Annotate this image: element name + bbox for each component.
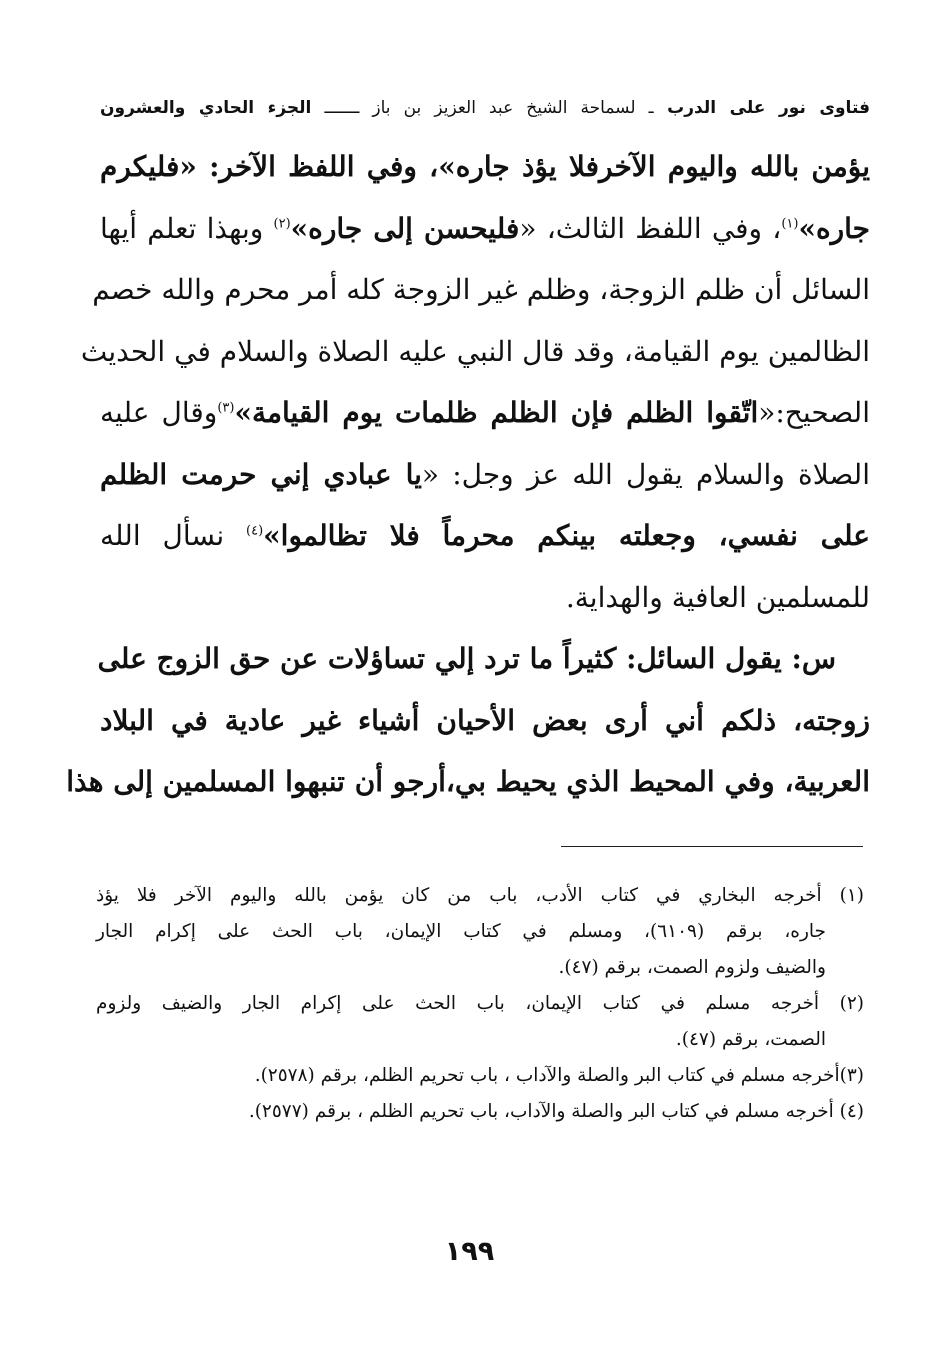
footnote-ref-1: (١) [781, 216, 799, 232]
footnote-ref-4: (٤) [246, 523, 264, 539]
page-content [66, 92, 871, 813]
footnote-separator [561, 846, 863, 847]
footnote-4: (٤) أخرجه مسلم في كتاب البر والصلة والآداب، باب تحريم الظلم ، برقم (٢٥٧٧). [248, 1101, 864, 1122]
footnote-3: (٣)أخرجه مسلم في كتاب البر والصلة والآداب ، باب تحريم الظلم، برقم (٢٥٧٨). [254, 1065, 864, 1086]
text-line: السائل أن ظلم الزوجة، وظلم غير الزوجة كله أمر محرم والله خصم [92, 273, 870, 306]
text-line: الصحيح:«اتّقوا الظلم فإن الظلم ظلمات يوم القيامة»$^{(٣)}$وقال عليه [100, 396, 870, 429]
text-line: على نفسي، وجعلته بينكم محرماً فلا تظالموا»$^{(٤)}$ نسأل الله [100, 519, 870, 552]
page-number: ١٩٩ [444, 1236, 495, 1267]
question-line: س: يقول السائل: كثيراً ما ترد إلي تساؤلات عن حق الزوج على [97, 642, 836, 675]
question-line: العربية، وفي المحيط الذي يحيط بي،أرجو أن تنبهوا المسلمين إلى هذا [66, 765, 870, 798]
text-line: الظالمين يوم القيامة، وقد قال النبي عليه الصلاة والسلام في الحديث [80, 334, 870, 368]
text-line: يؤمن بالله واليوم الآخرفلا يؤذ جاره»، وفي اللفظ الآخر: «فليكرم [100, 150, 870, 183]
footnote-1: (١) أخرجه البخاري في كتاب الأدب، باب من كان يؤمن بالله واليوم الآخر فلا يؤذ جاره، برقم (٦١٠٩)، ومسلم في كتاب الإيمان، باب الحث على إكرام الجار والضيف ولزوم الصمت، برقم (٤٧). [96, 885, 864, 978]
question-line: زوجته، ذلكم أني أرى بعض الأحيان أشياء غير عادية في البلاد [100, 703, 870, 737]
footnote-ref-2: (٢) [273, 216, 291, 232]
text-line: للمسلمين العافية والهداية. [565, 580, 870, 614]
running-header: فتاوى نور على الدرب ـ لسماحة الشيخ عبد العزيز بن باز ـــــــ الجزء الحادي والعشرون [100, 98, 871, 118]
text-line: جاره»$^{(١)}$، وفي اللفظ الثالث، «فليحسن إلى جاره»$^{(٢)}$ وبهذا تعلم أيها [100, 211, 870, 245]
footnote-ref-3: (٣) [217, 400, 235, 416]
footnote-2: (٢) أخرجه مسلم في كتاب الإيمان، باب الحث على إكرام الجار والضيف ولزوم الصمت، برقم (٤٧). [96, 993, 864, 1050]
main-text [66, 136, 870, 813]
footnotes [96, 878, 864, 1130]
volume-label: الجزء الحادي والعشرون [100, 98, 312, 118]
author-name: لسماحة الشيخ عبد العزيز بن باز [372, 98, 636, 118]
book-title: فتاوى نور على الدرب [667, 98, 871, 118]
text-line: الصلاة والسلام يقول الله عز وجل: «يا عبادي إني حرمت الظلم [100, 457, 870, 491]
